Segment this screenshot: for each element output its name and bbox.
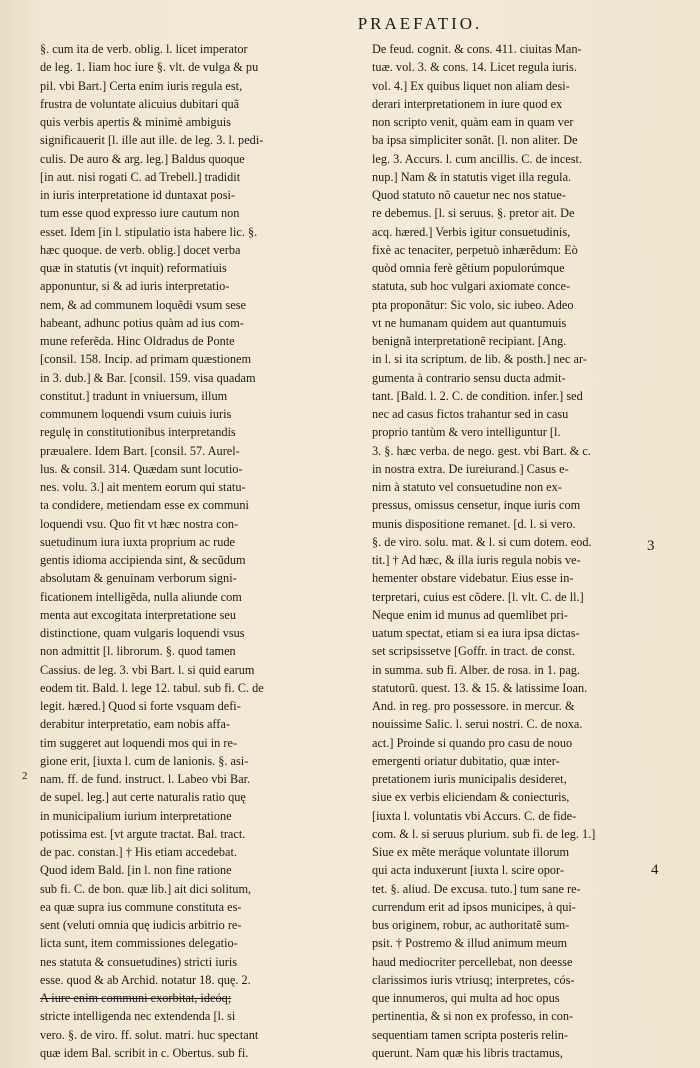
right-column-line: quòd omnia ferè gẽtium populorúmque (372, 261, 565, 275)
right-column-line: in nostra extra. De iureiurand.] Casus e- (372, 461, 569, 476)
right-column-line: statutorũ. quest. 13. & 15. & latissime Ioan. (372, 680, 588, 695)
right-column-line: vt ne humanam quidem aut quantumuis (372, 315, 567, 330)
left-column-line: Cassius. de leg. 3. vbi Bart. l. si quid earum (40, 662, 255, 677)
right-column-line: fixè ac tenaciter, perpetuò inhærẽdum: Eò (372, 242, 578, 257)
margin-number-3: 3 (647, 538, 655, 554)
left-column-line: tum esse quod expresso iure cautum non (40, 206, 240, 221)
left-column-line: potissima est. [vt argute tractat. Bal. tract. (40, 826, 246, 841)
right-column-line: pressus, omissus censetur, inque iuris com (372, 498, 581, 513)
right-column-line: De feud. cognit. & cons. 411. ciuitas Man- (372, 42, 582, 56)
left-column-line: habeant, adhunc potius quàm ad ius com- (40, 315, 244, 330)
left-column-line: §. cum ita de verb. oblig. l. licet imperator (40, 42, 248, 56)
right-column-line: qui acta induxerunt [iuxta l. scire opor- (372, 863, 565, 878)
right-column-line: clarissimos iuris vtriusq; interpretes, cós- (372, 972, 575, 987)
right-column-line: non scripto venit, quàm eam in quam ver (372, 115, 574, 129)
right-text-column (372, 40, 644, 1062)
right-column-line: tant. [Bald. l. 2. C. de condition. infer.] sed (372, 388, 583, 403)
right-column-line: ba ipsa simpliciter sonãt. [l. non aliter. De (372, 133, 578, 148)
left-column-line: in 3. dub.] & Bar. [consil. 159. visa quadam (40, 370, 256, 385)
right-column-line: 3. §. hæc verba. de nego. gest. vbi Bart. & c. (372, 443, 591, 458)
left-column-line: præualere. Idem Bart. [consil. 57. Aurel- (40, 443, 240, 458)
left-column-line: significauerit [l. ille aut ille. de leg. 3. l. pedi- (40, 133, 264, 148)
left-column-line: legit. hæred.] Quod si forte vsquam defi- (40, 699, 241, 713)
left-column-line: frustra de voluntate alicuius dubitari quã (40, 96, 240, 111)
left-column-line: ea quæ supra ius commune constituta es- (40, 899, 242, 914)
left-column-line: de supel. leg.] aut certe naturalis ratio quę (40, 790, 246, 805)
left-column-line: sent (veluti omnia quę iudicis arbitrio re- (40, 918, 242, 932)
right-column-line: tuæ. vol. 3. & cons. 14. Licet regula iuris. (372, 60, 577, 75)
running-title: PRAEFATIO. (357, 14, 483, 33)
right-column-line: currendum erit ad ipsos municipes, à qui- (372, 899, 576, 914)
right-column-line: derari interpretationem in iure quod ex (372, 96, 563, 111)
right-column-line: Siue ex mẽte meráque voluntate illorum (372, 845, 570, 859)
left-column-line: suetudinum iura iuxta proprium ac rude (40, 534, 235, 549)
right-column-line: in l. si ita scriptum. de lib. & posth.] nec ar- (372, 352, 587, 367)
left-column-line: de leg. 1. Iiam hoc iure §. vlt. de vulga & pu (40, 60, 259, 75)
left-column-line: quæ in statutis (vt inquit) reformatiuis (40, 261, 227, 275)
left-column-line: nam. ff. de fund. instruct. l. Labeo vbi Bar. (40, 772, 251, 786)
right-column-line: com. & l. si seruus plurium. sub fi. de leg. 1.] (372, 826, 596, 841)
right-column-line: set scripsissetve [Goffr. in tract. de const. (372, 644, 575, 659)
left-column-line: A iure enim communi exorbitat, ideóq; (40, 991, 232, 1005)
right-column-line: pertinentia, & si non ex professo, in con- (372, 1009, 574, 1024)
left-column-line: constitut.] tradunt in vniuersum, illum (40, 388, 228, 403)
margin-note-mark-left: 2 (22, 770, 28, 782)
right-column-line: haud mediocriter percellebat, non deesse (372, 954, 573, 969)
left-column-line: de pac. constan.] † His etiam accedebat. (40, 845, 238, 859)
right-column-line: re debemus. [l. si seruus. §. pretor ait. De (372, 206, 575, 221)
right-column-line: gumenta à contrario sensu ducta admit- (372, 370, 566, 385)
right-column-line: terpretari, cuius est cõdere. [l. vlt. C. de ll.] (372, 589, 584, 604)
right-column-line: nup.] Nam & in statutis viget illa regula. (372, 169, 572, 184)
right-column-line: nim à statuto vel consuetudine non ex- (372, 480, 562, 494)
left-column-line: sub fi. C. de bon. quæ lib.] ait dici solitum, (40, 881, 252, 896)
left-column-line: lus. & consil. 314. Quædam sunt locutio- (40, 461, 243, 476)
margin-number-4: 4 (651, 862, 659, 878)
left-column-line: pil. vbi Bart.] Certa enim iuris regula est, (40, 78, 243, 93)
left-column-line: distinctione, quam vulgaris loquendi vsus (40, 626, 245, 640)
left-column-line: quis verbis apertis & minimè ambiguis (40, 115, 231, 129)
left-column-line: apponuntur, si & ad iuris interpretatio- (40, 279, 230, 294)
right-column-line: bus originem, robur, ac authoritatẽ sum- (372, 918, 570, 932)
left-column-line: tim suggeret aut loquendi mos qui in re- (40, 735, 238, 750)
left-column-line: hæc quoque. de verb. oblig.] docet verba (40, 242, 241, 257)
right-column-line: tit.] † Ad hæc, & illa iuris regula nobis ve- (372, 553, 581, 567)
left-column-line: absolutam & genuinam verborum signi- (40, 571, 237, 586)
left-column-line: esse. quod & ab Archid. notatur 18. quę. 2. (40, 972, 251, 987)
right-column-line: [iuxta l. voluntatis vbi Accurs. C. de fide- (372, 808, 577, 823)
left-column-line: nem, & ad communem loquẽdi vsum sese (40, 297, 246, 312)
right-column-line: psit. † Postremo & illud animum meum (372, 936, 568, 951)
right-column-line: que innumeros, qui multa ad hoc opus (372, 991, 560, 1005)
right-column-line: Quod statuto nõ cauetur nec nos statue- (372, 188, 566, 202)
right-column-line: §. de viro. solu. mat. & l. si cum dotem. eod. (372, 534, 592, 549)
right-column-line: tet. §. aliud. De excusa. tuto.] tum sane re- (372, 881, 581, 896)
left-column-line: menta aut excogitata interpretatione seu (40, 607, 236, 622)
right-column-line: pretationem iuris municipalis desideret, (372, 772, 567, 786)
left-column-line: in iuris interpretatione id duntaxat posi- (40, 188, 235, 202)
right-column-line: pta proponãtur: Sic volo, sic iubeo. Adeo (372, 297, 574, 312)
left-column-line: [in aut. nisi rogati C. ad Trebell.] tradidit (40, 169, 241, 184)
left-column-line: non admittit [l. librorum. §. quod tamen (40, 644, 236, 659)
right-column-line: hementer obstare videbatur. Eius esse in- (372, 571, 574, 586)
left-column-line: esset. Idem [in l. stipulatio ista habere lic. §. (40, 224, 258, 239)
left-column-line: communem loquendi vsum cuiuis iuris (40, 407, 232, 421)
right-column-line: querunt. Nam quæ his libris tractamus, (372, 1045, 563, 1060)
left-column-line: vero. §. de viro. ff. solut. matri. huc spectant (40, 1027, 259, 1042)
left-column-line: culis. De auro & arg. leg.] Baldus quoque (40, 151, 245, 166)
left-column-line: gione erit, [iuxta l. cum de lanionis. §. asi- (40, 753, 249, 768)
right-column-line: in summa. sub fi. Alber. de rosa. in 1. pag. (372, 662, 580, 677)
right-column-line: emergenti oriatur dubitatio, quæ inter- (372, 753, 560, 768)
left-column-line: in municipalium iurium interpretatione (40, 808, 232, 823)
page-header (0, 14, 700, 34)
left-column-line: regulę in constitutionibus interpretandis (40, 425, 236, 440)
left-column-line: mune referẽda. Hinc Oldradus de Ponte (40, 334, 235, 348)
right-column-line: leg. 3. Accurs. l. cum ancillis. C. de incest. (372, 151, 583, 166)
left-column-line: stricte intelligenda nec extendenda [l. si (40, 1009, 236, 1024)
left-column-line: Quod idem Bald. [in l. non fine ratione (40, 863, 232, 878)
right-column-line: benignã interpretationẽ recipiant. [Ang. (372, 334, 567, 348)
right-column-line: nec ad casus fictos trahantur sed in casu (372, 407, 569, 421)
right-column-line: siue ex verbis eliciendam & coniecturis, (372, 790, 570, 805)
left-column-line: [consil. 158. Incip. ad primam quæstionem (40, 352, 252, 367)
right-column-line: And. in reg. pro possessore. in mercur. & (372, 699, 575, 713)
right-column-line: act.] Proinde si quando pro casu de nouo (372, 735, 573, 750)
right-column-line: statuta, sub hoc vulgari axiomate conce- (372, 279, 571, 294)
right-column-line: proprio tantùm & vero intelliguntur [l. (372, 425, 561, 440)
right-column-line: uatum spectat, etiam si ea iura ipsa dictas- (372, 626, 580, 640)
left-text-column (40, 40, 360, 1062)
left-column-line: licta sunt, item commissiones delegatio- (40, 936, 238, 951)
right-column-line: acq. hæred.] Verbis igitur consuetudinis, (372, 224, 571, 239)
right-column-line: Neque enim id munus ad quemlibet pri- (372, 607, 569, 622)
left-column-line: eodem tit. Bald. l. lege 12. tabul. sub fi. C. de (40, 680, 264, 695)
right-column-line: nouissime Salic. l. serui nostri. C. de noxa. (372, 717, 583, 732)
right-column-line: vol. 4.] Ex quibus liquet non aliam desi- (372, 78, 570, 93)
left-column-line: ta condidere, metiendam esse ex communi (40, 498, 249, 513)
left-column-line: ficationem intelligẽda, nulla aliunde com (40, 589, 242, 604)
left-column-line: quæ idem Bal. scribit in c. Obertus. sub fi. (40, 1045, 249, 1060)
left-column-line: nes. volu. 3.] ait mentem eorum qui statu- (40, 480, 246, 494)
right-column-line: munis dispositione remanet. [d. l. si vero. (372, 516, 576, 531)
left-column-line: gentis idioma accipienda sint, & secũdum (40, 553, 246, 567)
left-column-line: loquendi vsu. Quo fit vt hæc nostra con- (40, 516, 239, 531)
left-column-line: derabitur interpretatio, eam nobis affa- (40, 717, 230, 732)
right-column-line: sequentiam tamen scripta posteris relin- (372, 1027, 569, 1042)
left-column-line: nes statuta & consuetudines) stricti iuris (40, 954, 238, 969)
